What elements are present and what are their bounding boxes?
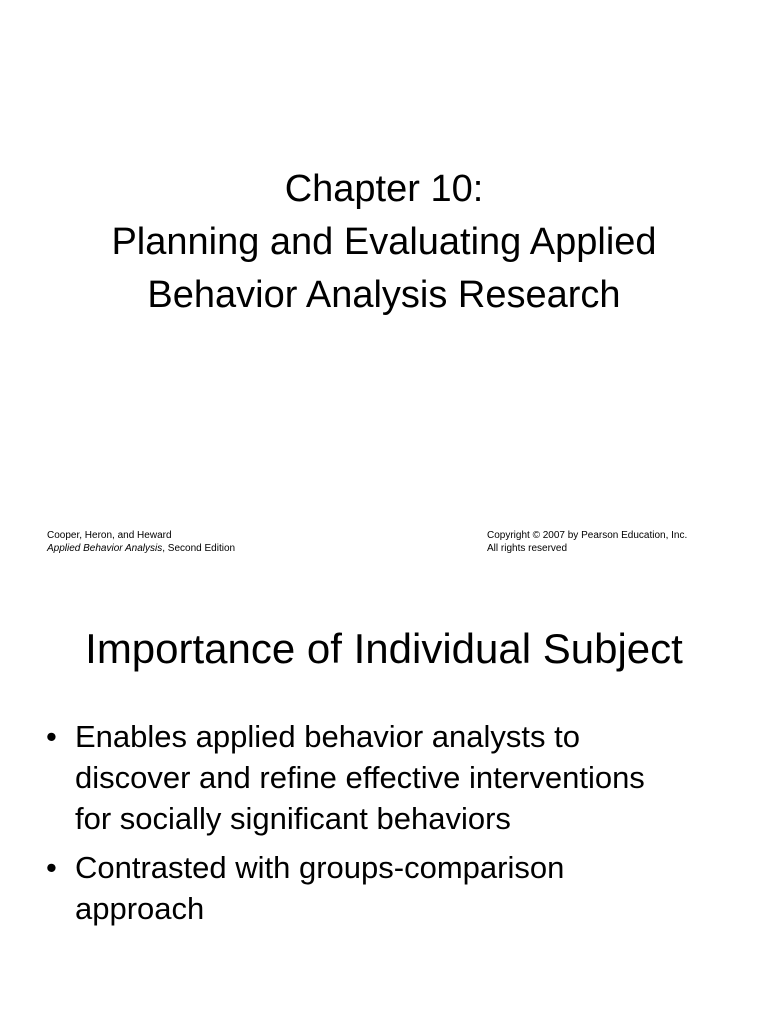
bullet-line: Contrasted with groups-comparison (75, 850, 565, 885)
chapter-title-line: Chapter 10: (284, 168, 484, 210)
footer-authors: Cooper, Heron, and Heward (47, 530, 172, 541)
bullet-line: for socially significant behaviors (75, 801, 511, 836)
bullet-list (46, 716, 736, 937)
footer-book-title: Applied Behavior Analysis (47, 543, 163, 554)
bullet-item (46, 716, 736, 839)
bullet-icon: • (46, 850, 57, 885)
footer-edition: , Second Edition (162, 543, 236, 554)
bullet-line: approach (75, 891, 205, 926)
footer-book-line (47, 542, 235, 555)
copyright-text: Copyright © 2007 by Pearson Education, Inc. (487, 530, 688, 541)
chapter-title-line: Behavior Analysis Research (147, 274, 621, 316)
bullet-line: Enables applied behavior analysts to (75, 719, 580, 754)
bullet-item (46, 847, 736, 929)
chapter-title-line: Planning and Evaluating Applied (111, 221, 657, 263)
footer-citation (47, 529, 235, 555)
bullet-text (75, 847, 736, 929)
rights-text: All rights reserved (487, 543, 568, 554)
bullet-text (75, 716, 736, 839)
footer-copyright (487, 529, 687, 555)
slide-individual-subject (0, 576, 768, 1024)
bullet-icon: • (46, 719, 57, 754)
slide-title: Importance of Individual Subject (85, 625, 683, 672)
chapter-title (0, 163, 768, 322)
bullet-line: discover and refine effective interventions (75, 760, 645, 795)
